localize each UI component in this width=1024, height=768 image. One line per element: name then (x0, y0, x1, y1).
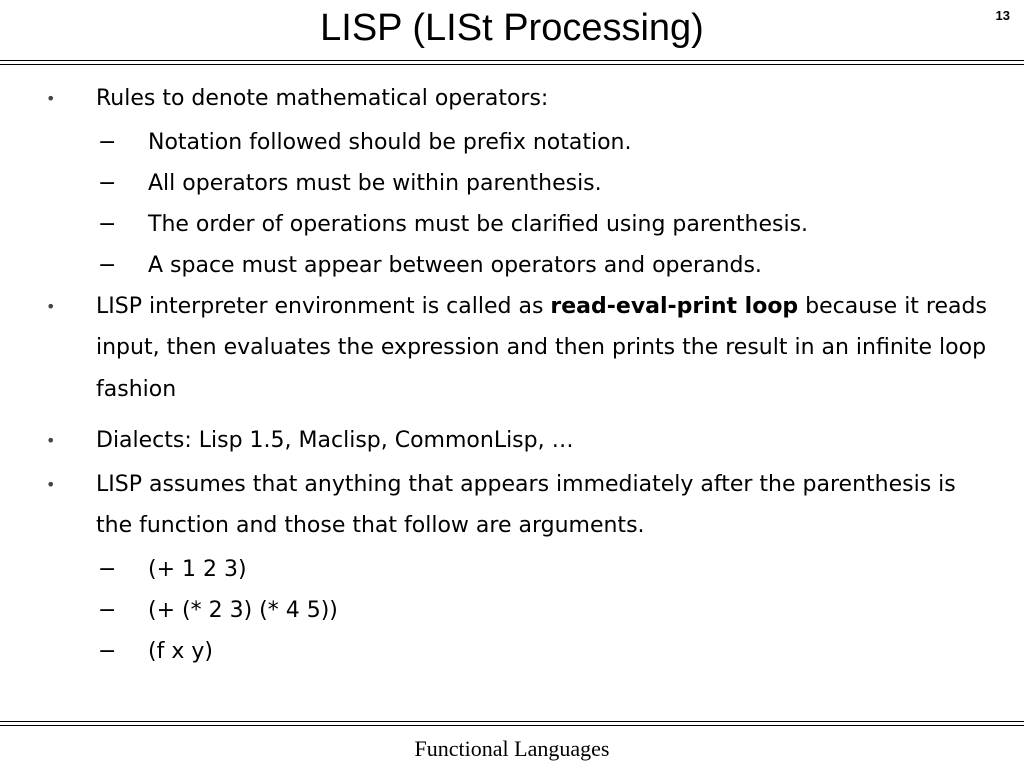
sub-bullet-text: The order of operations must be clarified using parenthesis. (148, 211, 809, 237)
sub-bullet-item (0, 631, 1024, 672)
slide-title: LISP (LISt Processing) (320, 7, 704, 49)
slide-body (0, 78, 1024, 672)
sub-bullet-text: All operators must be within parenthesis. (148, 170, 602, 196)
sub-bullet-text: A space must appear between operators and operands. (148, 252, 762, 278)
sub-bullet-item (0, 122, 1024, 163)
page-number: 13 (995, 8, 1010, 23)
header-rule-bottom (0, 64, 1024, 65)
bullet-text: Rules to denote mathematical operators: (96, 86, 549, 111)
sub-bullet-item (0, 163, 1024, 204)
code-example: (+ (* 2 3) (* 4 5)) (148, 597, 338, 623)
bullet-marker: • (46, 474, 56, 494)
footer-rule-top (0, 721, 1024, 722)
bullet-text-bold: read-eval-print loop (550, 293, 799, 319)
bullet-marker: • (46, 89, 56, 108)
dash-marker: − (98, 638, 117, 664)
dash-marker: − (98, 211, 117, 237)
bullet-text-part: LISP interpreter environment is called as (96, 293, 551, 319)
bullet-item (0, 78, 1024, 120)
slide-footer: Functional Languages (414, 736, 610, 761)
bullet-text-part: because it reads input, then evaluates the expression and then prints the result in an infinite loop fashion (96, 293, 987, 402)
dash-marker: − (98, 170, 117, 196)
dash-marker: − (98, 129, 117, 155)
code-example: (f x y) (148, 638, 213, 664)
dash-marker: − (98, 597, 117, 623)
sub-bullet-item (0, 590, 1024, 631)
bullet-marker: • (46, 296, 56, 316)
sub-bullet-item (0, 549, 1024, 590)
sub-bullet-item (0, 245, 1024, 286)
dash-marker: − (98, 556, 117, 582)
sub-bullet-item (0, 204, 1024, 245)
bullet-text: LISP assumes that anything that appears immediately after the parenthesis is the function and those that follow are arguments. (96, 471, 956, 538)
header-rule-top (0, 60, 1024, 61)
dash-marker: − (98, 252, 117, 278)
bullet-marker: • (46, 431, 56, 450)
bullet-text: Dialects: Lisp 1.5, Maclisp, CommonLisp, … (96, 428, 574, 453)
footer-rule-bottom (0, 725, 1024, 726)
bullet-item (0, 420, 1024, 462)
bullet-item (0, 464, 1024, 547)
bullet-item (0, 286, 1024, 411)
code-example: (+ 1 2 3) (148, 556, 247, 582)
sub-bullet-text: Notation followed should be prefix notation. (148, 129, 632, 155)
